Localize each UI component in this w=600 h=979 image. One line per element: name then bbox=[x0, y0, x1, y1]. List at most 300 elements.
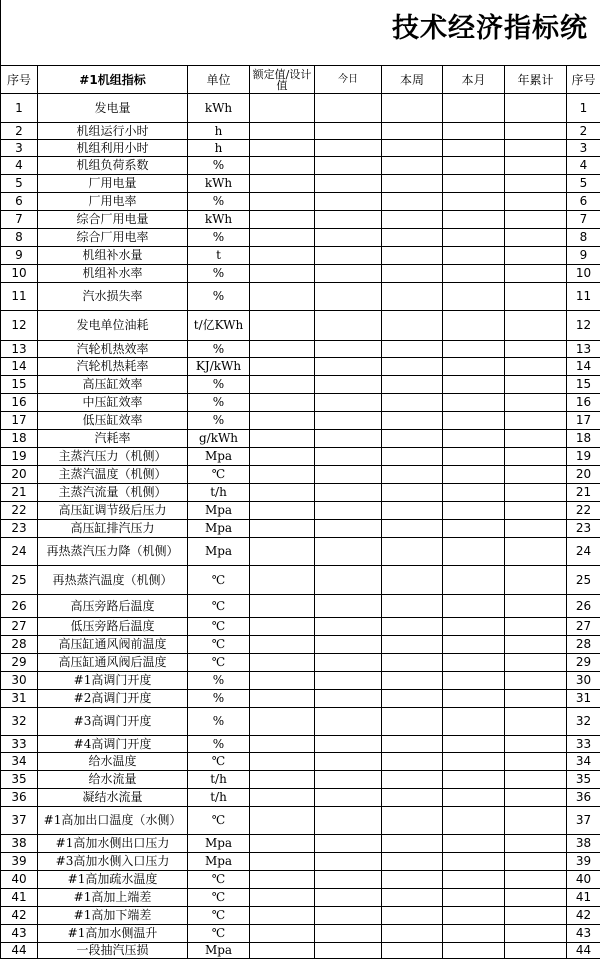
row-month-cell[interactable] bbox=[443, 925, 505, 943]
row-indicator-name: #3高加水侧入口压力 bbox=[38, 853, 188, 871]
row-seq: 21 bbox=[1, 484, 38, 502]
row-rated-cell[interactable] bbox=[250, 157, 315, 175]
table-row bbox=[1, 566, 600, 595]
row-today-cell[interactable] bbox=[315, 283, 382, 311]
row-today-cell[interactable] bbox=[315, 618, 382, 636]
row-indicator-name: 机组补水量 bbox=[38, 247, 188, 265]
row-rated-cell[interactable] bbox=[250, 654, 315, 672]
row-today-cell[interactable] bbox=[315, 123, 382, 140]
table-row bbox=[1, 835, 600, 853]
row-week-cell[interactable] bbox=[382, 211, 443, 229]
row-month-cell[interactable] bbox=[443, 466, 505, 484]
row-week-cell[interactable] bbox=[382, 538, 443, 566]
row-week-cell[interactable] bbox=[382, 157, 443, 175]
row-year-cell[interactable] bbox=[505, 538, 567, 566]
row-month-cell[interactable] bbox=[443, 502, 505, 520]
row-today-cell[interactable] bbox=[315, 394, 382, 412]
row-unit: Mpa bbox=[188, 448, 250, 466]
row-rated-cell[interactable] bbox=[250, 247, 315, 265]
row-week-cell[interactable] bbox=[382, 889, 443, 907]
row-year-cell[interactable] bbox=[505, 247, 567, 265]
row-year-cell[interactable] bbox=[505, 853, 567, 871]
row-indicator-name: 发电单位油耗 bbox=[38, 311, 188, 341]
row-month-cell[interactable] bbox=[443, 265, 505, 283]
row-month-cell[interactable] bbox=[443, 412, 505, 430]
row-today-cell[interactable] bbox=[315, 871, 382, 889]
table-row bbox=[1, 538, 600, 566]
row-today-cell[interactable] bbox=[315, 538, 382, 566]
row-seq: 19 bbox=[1, 448, 38, 466]
row-week-cell[interactable] bbox=[382, 771, 443, 789]
row-rated-cell[interactable] bbox=[250, 807, 315, 835]
row-month-cell[interactable] bbox=[443, 175, 505, 193]
row-week-cell[interactable] bbox=[382, 566, 443, 595]
row-indicator-name: 综合厂用电率 bbox=[38, 229, 188, 247]
row-week-cell[interactable] bbox=[382, 412, 443, 430]
row-unit: t bbox=[188, 247, 250, 265]
row-rated-cell[interactable] bbox=[250, 341, 315, 358]
row-today-cell[interactable] bbox=[315, 229, 382, 247]
row-indicator-name: 高压缸通风阀后温度 bbox=[38, 654, 188, 672]
row-year-cell[interactable] bbox=[505, 430, 567, 448]
row-year-cell[interactable] bbox=[505, 376, 567, 394]
header-month: 本月 bbox=[443, 66, 505, 94]
row-today-cell[interactable] bbox=[315, 211, 382, 229]
row-week-cell[interactable] bbox=[382, 123, 443, 140]
row-year-cell[interactable] bbox=[505, 394, 567, 412]
row-year-cell[interactable] bbox=[505, 94, 567, 123]
row-month-cell[interactable] bbox=[443, 595, 505, 618]
table-row bbox=[1, 690, 600, 708]
row-seq-right: 18 bbox=[567, 430, 600, 448]
row-rated-cell[interactable] bbox=[250, 94, 315, 123]
row-month-cell[interactable] bbox=[443, 229, 505, 247]
row-year-cell[interactable] bbox=[505, 636, 567, 654]
row-today-cell[interactable] bbox=[315, 412, 382, 430]
row-year-cell[interactable] bbox=[505, 311, 567, 341]
row-today-cell[interactable] bbox=[315, 807, 382, 835]
row-week-cell[interactable] bbox=[382, 807, 443, 835]
row-seq-right: 38 bbox=[567, 835, 600, 853]
row-week-cell[interactable] bbox=[382, 193, 443, 211]
row-year-cell[interactable] bbox=[505, 265, 567, 283]
row-today-cell[interactable] bbox=[315, 520, 382, 538]
row-year-cell[interactable] bbox=[505, 283, 567, 311]
row-today-cell[interactable] bbox=[315, 943, 382, 959]
row-year-cell[interactable] bbox=[505, 889, 567, 907]
row-unit: % bbox=[188, 412, 250, 430]
row-today-cell[interactable] bbox=[315, 925, 382, 943]
row-unit: ℃ bbox=[188, 889, 250, 907]
row-rated-cell[interactable] bbox=[250, 708, 315, 736]
row-seq: 5 bbox=[1, 175, 38, 193]
row-rated-cell[interactable] bbox=[250, 193, 315, 211]
row-week-cell[interactable] bbox=[382, 466, 443, 484]
row-rated-cell[interactable] bbox=[250, 690, 315, 708]
row-month-cell[interactable] bbox=[443, 566, 505, 595]
row-today-cell[interactable] bbox=[315, 566, 382, 595]
row-today-cell[interactable] bbox=[315, 157, 382, 175]
row-month-cell[interactable] bbox=[443, 538, 505, 566]
row-month-cell[interactable] bbox=[443, 807, 505, 835]
row-year-cell[interactable] bbox=[505, 595, 567, 618]
table-row bbox=[1, 753, 600, 771]
row-month-cell[interactable] bbox=[443, 520, 505, 538]
row-today-cell[interactable] bbox=[315, 753, 382, 771]
row-rated-cell[interactable] bbox=[250, 566, 315, 595]
row-today-cell[interactable] bbox=[315, 907, 382, 925]
row-rated-cell[interactable] bbox=[250, 618, 315, 636]
row-month-cell[interactable] bbox=[443, 283, 505, 311]
row-today-cell[interactable] bbox=[315, 835, 382, 853]
row-seq: 39 bbox=[1, 853, 38, 871]
row-month-cell[interactable] bbox=[443, 311, 505, 341]
row-seq: 13 bbox=[1, 341, 38, 358]
row-month-cell[interactable] bbox=[443, 871, 505, 889]
row-seq-right: 36 bbox=[567, 789, 600, 807]
row-rated-cell[interactable] bbox=[250, 672, 315, 690]
row-year-cell[interactable] bbox=[505, 618, 567, 636]
row-month-cell[interactable] bbox=[443, 157, 505, 175]
row-week-cell[interactable] bbox=[382, 925, 443, 943]
row-week-cell[interactable] bbox=[382, 789, 443, 807]
row-month-cell[interactable] bbox=[443, 771, 505, 789]
row-rated-cell[interactable] bbox=[250, 140, 315, 157]
row-seq: 11 bbox=[1, 283, 38, 311]
row-today-cell[interactable] bbox=[315, 736, 382, 753]
row-year-cell[interactable] bbox=[505, 140, 567, 157]
row-month-cell[interactable] bbox=[443, 484, 505, 502]
row-month-cell[interactable] bbox=[443, 193, 505, 211]
row-week-cell[interactable] bbox=[382, 341, 443, 358]
row-week-cell[interactable] bbox=[382, 654, 443, 672]
row-rated-cell[interactable] bbox=[250, 871, 315, 889]
row-rated-cell[interactable] bbox=[250, 502, 315, 520]
row-month-cell[interactable] bbox=[443, 672, 505, 690]
row-year-cell[interactable] bbox=[505, 907, 567, 925]
row-week-cell[interactable] bbox=[382, 943, 443, 959]
row-month-cell[interactable] bbox=[443, 835, 505, 853]
row-today-cell[interactable] bbox=[315, 853, 382, 871]
row-seq-right: 32 bbox=[567, 708, 600, 736]
row-seq-right: 15 bbox=[567, 376, 600, 394]
row-week-cell[interactable] bbox=[382, 247, 443, 265]
row-week-cell[interactable] bbox=[382, 94, 443, 123]
row-rated-cell[interactable] bbox=[250, 311, 315, 341]
row-week-cell[interactable] bbox=[382, 520, 443, 538]
row-month-cell[interactable] bbox=[443, 448, 505, 466]
row-today-cell[interactable] bbox=[315, 448, 382, 466]
row-rated-cell[interactable] bbox=[250, 123, 315, 140]
row-week-cell[interactable] bbox=[382, 835, 443, 853]
row-year-cell[interactable] bbox=[505, 943, 567, 959]
row-year-cell[interactable] bbox=[505, 229, 567, 247]
row-indicator-name: 机组运行小时 bbox=[38, 123, 188, 140]
row-seq-right: 34 bbox=[567, 753, 600, 771]
row-seq-right: 10 bbox=[567, 265, 600, 283]
row-seq: 34 bbox=[1, 753, 38, 771]
row-seq: 1 bbox=[1, 94, 38, 123]
row-rated-cell[interactable] bbox=[250, 538, 315, 566]
row-indicator-name: 汽轮机热效率 bbox=[38, 341, 188, 358]
row-week-cell[interactable] bbox=[382, 448, 443, 466]
header-seq-right: 序号 bbox=[567, 66, 600, 94]
row-rated-cell[interactable] bbox=[250, 595, 315, 618]
row-seq: 15 bbox=[1, 376, 38, 394]
row-week-cell[interactable] bbox=[382, 394, 443, 412]
row-month-cell[interactable] bbox=[443, 907, 505, 925]
row-month-cell[interactable] bbox=[443, 708, 505, 736]
row-seq-right: 3 bbox=[567, 140, 600, 157]
row-week-cell[interactable] bbox=[382, 484, 443, 502]
row-week-cell[interactable] bbox=[382, 376, 443, 394]
row-week-cell[interactable] bbox=[382, 140, 443, 157]
row-week-cell[interactable] bbox=[382, 672, 443, 690]
row-unit: Mpa bbox=[188, 853, 250, 871]
table-row bbox=[1, 175, 600, 193]
row-indicator-name: 机组补水率 bbox=[38, 265, 188, 283]
title-bar bbox=[0, 0, 600, 65]
row-week-cell[interactable] bbox=[382, 708, 443, 736]
row-year-cell[interactable] bbox=[505, 672, 567, 690]
row-indicator-name: 汽耗率 bbox=[38, 430, 188, 448]
row-week-cell[interactable] bbox=[382, 753, 443, 771]
row-unit: Mpa bbox=[188, 835, 250, 853]
row-month-cell[interactable] bbox=[443, 211, 505, 229]
row-today-cell[interactable] bbox=[315, 654, 382, 672]
row-seq-right: 6 bbox=[567, 193, 600, 211]
row-week-cell[interactable] bbox=[382, 229, 443, 247]
row-year-cell[interactable] bbox=[505, 654, 567, 672]
row-month-cell[interactable] bbox=[443, 654, 505, 672]
row-year-cell[interactable] bbox=[505, 708, 567, 736]
row-seq: 2 bbox=[1, 123, 38, 140]
row-week-cell[interactable] bbox=[382, 618, 443, 636]
row-today-cell[interactable] bbox=[315, 502, 382, 520]
row-rated-cell[interactable] bbox=[250, 907, 315, 925]
row-indicator-name: #3高调门开度 bbox=[38, 708, 188, 736]
row-today-cell[interactable] bbox=[315, 341, 382, 358]
row-seq-right: 44 bbox=[567, 943, 600, 959]
row-rated-cell[interactable] bbox=[250, 771, 315, 789]
row-month-cell[interactable] bbox=[443, 341, 505, 358]
row-unit: ℃ bbox=[188, 636, 250, 654]
row-week-cell[interactable] bbox=[382, 502, 443, 520]
row-rated-cell[interactable] bbox=[250, 736, 315, 753]
row-month-cell[interactable] bbox=[443, 394, 505, 412]
row-year-cell[interactable] bbox=[505, 193, 567, 211]
row-year-cell[interactable] bbox=[505, 502, 567, 520]
row-month-cell[interactable] bbox=[443, 430, 505, 448]
row-month-cell[interactable] bbox=[443, 636, 505, 654]
row-seq-right: 13 bbox=[567, 341, 600, 358]
row-today-cell[interactable] bbox=[315, 140, 382, 157]
row-rated-cell[interactable] bbox=[250, 835, 315, 853]
row-month-cell[interactable] bbox=[443, 789, 505, 807]
row-seq-right: 39 bbox=[567, 853, 600, 871]
row-month-cell[interactable] bbox=[443, 753, 505, 771]
row-today-cell[interactable] bbox=[315, 376, 382, 394]
row-year-cell[interactable] bbox=[505, 466, 567, 484]
row-month-cell[interactable] bbox=[443, 736, 505, 753]
table-row bbox=[1, 211, 600, 229]
row-week-cell[interactable] bbox=[382, 175, 443, 193]
row-year-cell[interactable] bbox=[505, 771, 567, 789]
row-today-cell[interactable] bbox=[315, 771, 382, 789]
row-today-cell[interactable] bbox=[315, 94, 382, 123]
row-week-cell[interactable] bbox=[382, 871, 443, 889]
row-week-cell[interactable] bbox=[382, 853, 443, 871]
row-seq-right: 8 bbox=[567, 229, 600, 247]
row-indicator-name: 再热蒸汽压力降（机侧） bbox=[38, 538, 188, 566]
row-year-cell[interactable] bbox=[505, 211, 567, 229]
row-seq-right: 40 bbox=[567, 871, 600, 889]
row-today-cell[interactable] bbox=[315, 430, 382, 448]
row-rated-cell[interactable] bbox=[250, 229, 315, 247]
row-indicator-name: 发电量 bbox=[38, 94, 188, 123]
row-indicator-name: 高压缸效率 bbox=[38, 376, 188, 394]
row-seq-right: 42 bbox=[567, 907, 600, 925]
row-year-cell[interactable] bbox=[505, 789, 567, 807]
row-today-cell[interactable] bbox=[315, 265, 382, 283]
row-rated-cell[interactable] bbox=[250, 466, 315, 484]
row-week-cell[interactable] bbox=[382, 430, 443, 448]
row-rated-cell[interactable] bbox=[250, 448, 315, 466]
row-week-cell[interactable] bbox=[382, 358, 443, 376]
row-month-cell[interactable] bbox=[443, 358, 505, 376]
row-today-cell[interactable] bbox=[315, 789, 382, 807]
table-row bbox=[1, 502, 600, 520]
row-year-cell[interactable] bbox=[505, 736, 567, 753]
row-unit: ℃ bbox=[188, 654, 250, 672]
row-year-cell[interactable] bbox=[505, 807, 567, 835]
row-week-cell[interactable] bbox=[382, 907, 443, 925]
row-today-cell[interactable] bbox=[315, 466, 382, 484]
row-rated-cell[interactable] bbox=[250, 753, 315, 771]
indicator-table bbox=[0, 65, 600, 959]
row-week-cell[interactable] bbox=[382, 690, 443, 708]
row-today-cell[interactable] bbox=[315, 311, 382, 341]
table-row bbox=[1, 193, 600, 211]
row-year-cell[interactable] bbox=[505, 871, 567, 889]
row-year-cell[interactable] bbox=[505, 358, 567, 376]
row-rated-cell[interactable] bbox=[250, 943, 315, 959]
row-seq-right: 25 bbox=[567, 566, 600, 595]
row-rated-cell[interactable] bbox=[250, 175, 315, 193]
row-today-cell[interactable] bbox=[315, 690, 382, 708]
row-week-cell[interactable] bbox=[382, 595, 443, 618]
row-rated-cell[interactable] bbox=[250, 394, 315, 412]
row-week-cell[interactable] bbox=[382, 736, 443, 753]
row-year-cell[interactable] bbox=[505, 484, 567, 502]
row-month-cell[interactable] bbox=[443, 618, 505, 636]
row-rated-cell[interactable] bbox=[250, 520, 315, 538]
row-year-cell[interactable] bbox=[505, 520, 567, 538]
row-year-cell[interactable] bbox=[505, 690, 567, 708]
row-seq: 35 bbox=[1, 771, 38, 789]
row-seq: 4 bbox=[1, 157, 38, 175]
row-year-cell[interactable] bbox=[505, 566, 567, 595]
row-month-cell[interactable] bbox=[443, 889, 505, 907]
row-month-cell[interactable] bbox=[443, 690, 505, 708]
row-rated-cell[interactable] bbox=[250, 925, 315, 943]
row-rated-cell[interactable] bbox=[250, 853, 315, 871]
table-row bbox=[1, 484, 600, 502]
row-rated-cell[interactable] bbox=[250, 412, 315, 430]
row-year-cell[interactable] bbox=[505, 175, 567, 193]
row-rated-cell[interactable] bbox=[250, 636, 315, 654]
row-rated-cell[interactable] bbox=[250, 211, 315, 229]
row-week-cell[interactable] bbox=[382, 283, 443, 311]
row-today-cell[interactable] bbox=[315, 889, 382, 907]
row-rated-cell[interactable] bbox=[250, 283, 315, 311]
row-year-cell[interactable] bbox=[505, 925, 567, 943]
row-year-cell[interactable] bbox=[505, 157, 567, 175]
table-body bbox=[1, 94, 600, 959]
row-month-cell[interactable] bbox=[443, 853, 505, 871]
row-today-cell[interactable] bbox=[315, 595, 382, 618]
row-seq-right: 21 bbox=[567, 484, 600, 502]
row-seq: 41 bbox=[1, 889, 38, 907]
table-row bbox=[1, 771, 600, 789]
row-rated-cell[interactable] bbox=[250, 789, 315, 807]
row-month-cell[interactable] bbox=[443, 247, 505, 265]
row-today-cell[interactable] bbox=[315, 672, 382, 690]
table-row bbox=[1, 654, 600, 672]
row-rated-cell[interactable] bbox=[250, 430, 315, 448]
row-indicator-name: 机组负荷系数 bbox=[38, 157, 188, 175]
row-rated-cell[interactable] bbox=[250, 376, 315, 394]
row-today-cell[interactable] bbox=[315, 484, 382, 502]
row-month-cell[interactable] bbox=[443, 943, 505, 959]
header-rated: 额定值/设计值 bbox=[250, 66, 315, 94]
row-today-cell[interactable] bbox=[315, 193, 382, 211]
row-month-cell[interactable] bbox=[443, 123, 505, 140]
row-year-cell[interactable] bbox=[505, 753, 567, 771]
row-today-cell[interactable] bbox=[315, 708, 382, 736]
row-week-cell[interactable] bbox=[382, 311, 443, 341]
row-year-cell[interactable] bbox=[505, 123, 567, 140]
row-today-cell[interactable] bbox=[315, 636, 382, 654]
row-year-cell[interactable] bbox=[505, 448, 567, 466]
table-row bbox=[1, 736, 600, 753]
row-rated-cell[interactable] bbox=[250, 484, 315, 502]
row-year-cell[interactable] bbox=[505, 341, 567, 358]
row-week-cell[interactable] bbox=[382, 636, 443, 654]
row-week-cell[interactable] bbox=[382, 265, 443, 283]
row-indicator-name: 综合厂用电量 bbox=[38, 211, 188, 229]
row-today-cell[interactable] bbox=[315, 358, 382, 376]
row-rated-cell[interactable] bbox=[250, 265, 315, 283]
row-seq: 29 bbox=[1, 654, 38, 672]
row-today-cell[interactable] bbox=[315, 247, 382, 265]
row-indicator-name: 汽水损失率 bbox=[38, 283, 188, 311]
row-year-cell[interactable] bbox=[505, 835, 567, 853]
row-unit: ℃ bbox=[188, 907, 250, 925]
row-month-cell[interactable] bbox=[443, 140, 505, 157]
row-month-cell[interactable] bbox=[443, 94, 505, 123]
row-today-cell[interactable] bbox=[315, 175, 382, 193]
row-indicator-name: #1高加上端差 bbox=[38, 889, 188, 907]
row-rated-cell[interactable] bbox=[250, 358, 315, 376]
row-seq: 9 bbox=[1, 247, 38, 265]
row-rated-cell[interactable] bbox=[250, 889, 315, 907]
table-row bbox=[1, 466, 600, 484]
row-seq-right: 30 bbox=[567, 672, 600, 690]
row-year-cell[interactable] bbox=[505, 412, 567, 430]
row-month-cell[interactable] bbox=[443, 376, 505, 394]
row-seq: 30 bbox=[1, 672, 38, 690]
